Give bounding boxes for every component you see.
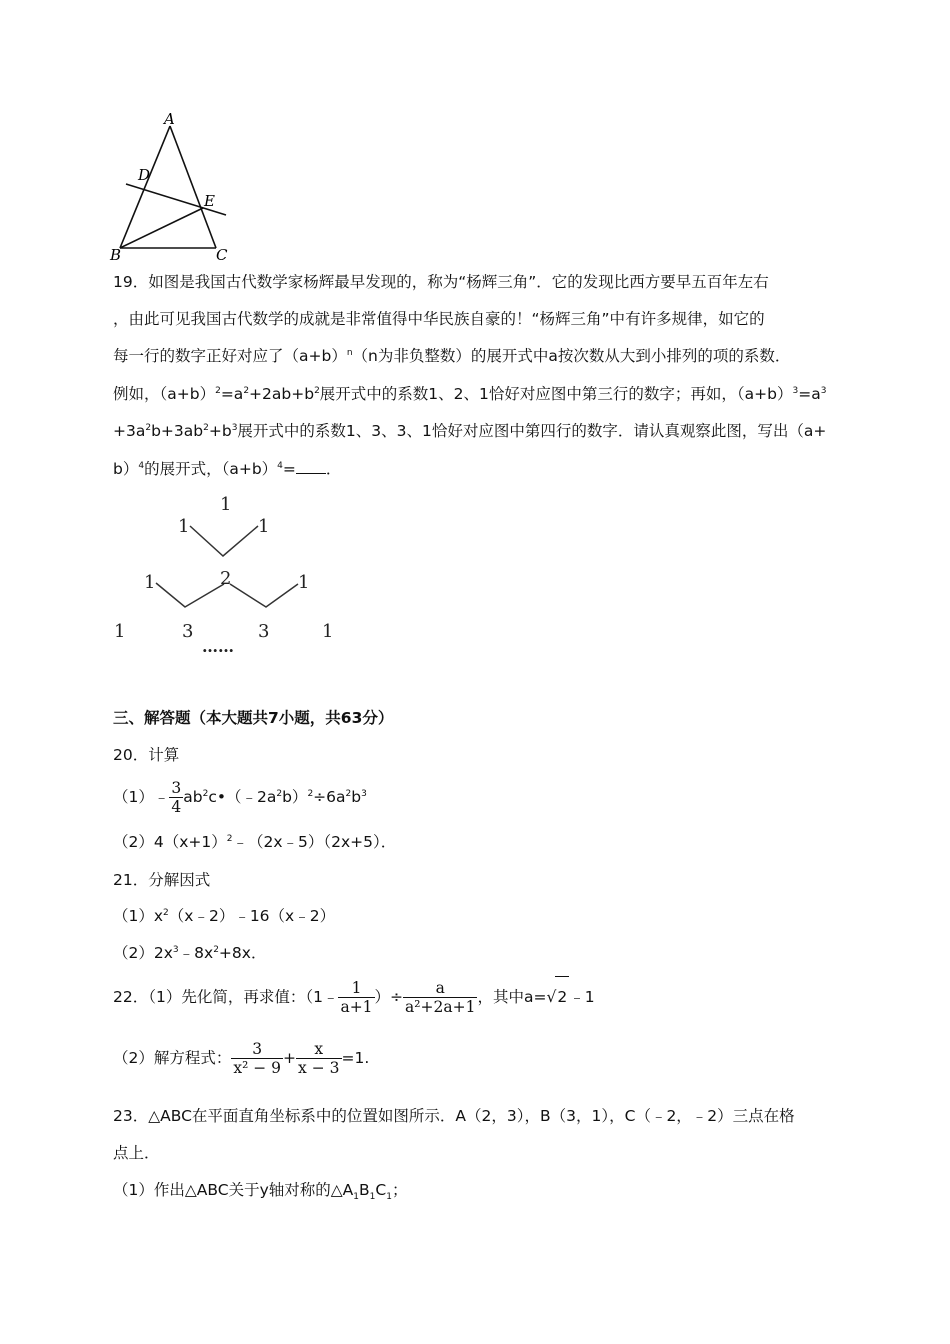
- q22-part1: 22．（1）先化简，再求值：（1﹣ $\frac{1}{a+1}$ ）÷ $\frac{a}{\text{a²+2a+1}}$ ，其中a=√2 ﹣1: [113, 976, 595, 1017]
- pascal-r3-c1: 1: [144, 572, 156, 593]
- triangle-figure: [108, 112, 233, 264]
- q20-part2: $(2)4(x+1)^2﹣(2x﹣5)(2x+5)$．: [113, 833, 397, 851]
- q23-line1: 23．△ABC在平面直角坐标系中的位置如图所示．A（2，3），B（3，1），C（﹣2，﹣2）三点在格: [113, 1107, 795, 1125]
- q19-line1: 19．如图是我国古代数学家杨辉最早发现的，称为“杨辉三角”．它的发现比西方要早五百年左右: [113, 273, 769, 291]
- label-a: A: [164, 112, 175, 128]
- q23-part1: （1）作出△ABC关于y轴对称的$\triangle A_1B_1C_1$；: [113, 1181, 408, 1203]
- section3-title: 三、解答题（本大题共7小题，共63分）: [113, 709, 394, 727]
- pascal-r4-c2: 3: [182, 621, 194, 642]
- fraction-x-over-x-3: $\frac{x}{x - 3}$: [298, 1040, 340, 1077]
- pascal-r2-c1: 1: [178, 516, 190, 537]
- q19-line5: $+3a^2b+3ab^2+b^3$展开式中的系数1、3、3、1恰好对应图中第四行的数字．请认真观察此图，写出（a+: [113, 422, 827, 440]
- q23-line2: 点上．: [113, 1144, 160, 1162]
- pascal-dots: ……: [202, 637, 234, 656]
- connector-row3-left: [156, 583, 224, 607]
- q21-part1: $(1)x^2(x﹣2)﹣16(x﹣2)$: [113, 907, 336, 925]
- fraction-3-4: $\frac{3}{4}$: [171, 779, 182, 816]
- pascal-r4-c1: 1: [114, 621, 126, 642]
- q20-title: 20．计算: [113, 746, 180, 764]
- q22-part2: （2）解方程式： $\frac{3}{\text{x² − 9}}$ + $\frac{x}{x - 3}$ =1.: [113, 1040, 370, 1077]
- fraction-a-over-quadratic: $\frac{a}{\text{a²+2a+1}}$: [405, 979, 476, 1016]
- segment-be: [120, 208, 203, 248]
- fraction-1-over-a-plus-1: $\frac{1}{a+1}$: [340, 979, 373, 1016]
- q19-line3: 每一行的数字正好对应了$(a+b)^n(n$为非负整数）的展开式中a按次数从大到小排列的项的系数．: [113, 347, 791, 365]
- label-c: C: [216, 246, 228, 264]
- pascal-r3-c2: 2: [220, 568, 232, 589]
- side-ac: [170, 126, 216, 248]
- q21-part2: $(2)2x^3﹣8x^2+8x$．: [113, 944, 267, 962]
- connector-row2: [190, 526, 258, 556]
- q21-title: 21．分解因式: [113, 871, 211, 889]
- sqrt-sign: √: [546, 988, 557, 1006]
- answer-blank[interactable]: [296, 457, 326, 474]
- pascal-triangle-figure: [108, 488, 348, 658]
- q19-line2: ，由此可见我国古代数学的成就是非常值得中华民族自豪的！“杨辉三角”中有许多规律，如它的: [113, 310, 765, 328]
- label-e: E: [204, 192, 215, 210]
- label-b: B: [110, 246, 122, 264]
- pascal-r2-c2: 1: [258, 516, 270, 537]
- connector-row3-right: [230, 584, 298, 607]
- label-d: D: [138, 166, 151, 184]
- pascal-r4-c3: 3: [258, 621, 270, 642]
- pascal-r4-c4: 1: [322, 621, 334, 642]
- q19-line6: b）$^4$的展开式，$(a+b)^4=$ ．: [113, 457, 341, 480]
- q19-line4: 例如，$(a+b)^2=a^2+2ab+b^2$展开式中的系数1、2、1恰好对应图中第三行的数字；再如，$(a+b)^3=a^3$: [113, 385, 827, 403]
- side-ab: [120, 126, 170, 248]
- pascal-r3-c3: 1: [298, 572, 310, 593]
- fraction-3-over-x2-9: $\frac{3}{\text{x² − 9}}$: [233, 1040, 282, 1077]
- q20-part1: （1）﹣ $\frac{3}{4}$ $ab^2c•(﹣2a^2b)^2\div 6a^2b^3$: [113, 779, 367, 816]
- pascal-r1-c1: 1: [220, 494, 232, 515]
